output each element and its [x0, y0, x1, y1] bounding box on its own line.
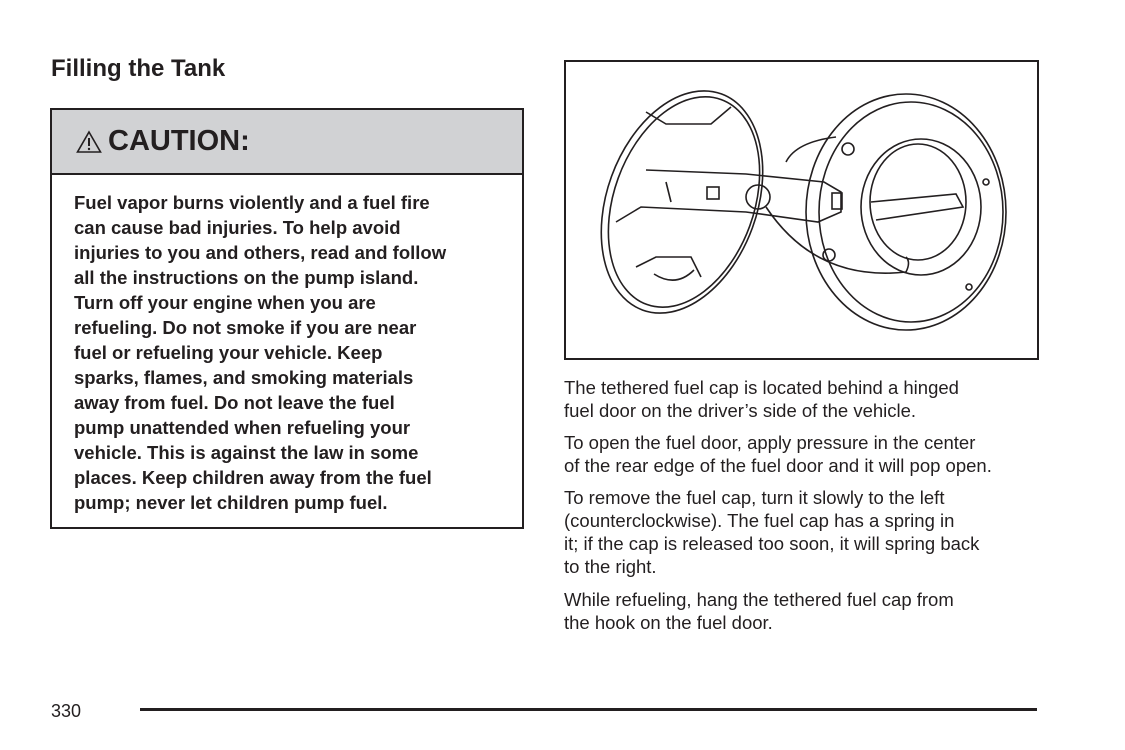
text-line: fuel door on the driver’s side of the vehicle. — [564, 400, 917, 421]
text-line: to the right. — [564, 556, 657, 577]
caution-line: injuries to you and others, read and follow — [74, 242, 447, 263]
paragraph-tethered-cap — [564, 376, 959, 422]
caution-line: vehicle. This is against the law in some — [74, 442, 419, 463]
warning-triangle-icon — [76, 130, 102, 154]
caution-line: fuel or refueling your vehicle. Keep — [74, 342, 383, 363]
caution-line: pump unattended when refueling your — [74, 417, 411, 438]
filler-housing — [806, 94, 1006, 330]
caution-box — [50, 108, 524, 529]
section-title: Filling the Tank — [51, 55, 226, 82]
paragraph-refueling — [564, 588, 954, 634]
fuel-door-illustration — [564, 60, 1039, 360]
caution-header — [52, 110, 522, 175]
paragraph-open-door — [564, 431, 992, 477]
caution-line: places. Keep children away from the fuel — [74, 467, 432, 488]
text-line: To open the fuel door, apply pressure in the center — [564, 432, 976, 453]
paragraph-remove-cap — [564, 486, 979, 578]
caution-heading: CAUTION: — [108, 125, 250, 157]
text-line: While refueling, hang the tethered fuel cap from — [564, 589, 954, 610]
screw-icon — [842, 143, 854, 155]
footer-rule — [140, 708, 1037, 711]
caution-line: sparks, flames, and smoking materials — [74, 367, 414, 388]
caution-line: pump; never let children pump fuel. — [74, 492, 388, 513]
text-line: it; if the cap is released too soon, it will spring back — [564, 533, 980, 554]
text-line: The tethered fuel cap is located behind a hinged — [564, 377, 959, 398]
fuel-door-shape — [572, 68, 792, 335]
caution-line: can cause bad injuries. To help avoid — [74, 217, 401, 238]
caution-line: all the instructions on the pump island. — [74, 267, 419, 288]
caution-line: refueling. Do not smoke if you are near — [74, 317, 417, 338]
fuel-pump-symbol — [707, 187, 719, 199]
text-line: of the rear edge of the fuel door and it will pop open. — [564, 455, 992, 476]
text-line: (counterclockwise). The fuel cap has a spring in — [564, 510, 955, 531]
text-line: To remove the fuel cap, turn it slowly to the left — [564, 487, 945, 508]
text-line: the hook on the fuel door. — [564, 612, 773, 633]
page-number: 330 — [51, 701, 82, 721]
caution-line: Fuel vapor burns violently and a fuel fire — [74, 192, 430, 213]
caution-text — [52, 175, 522, 515]
caution-line: away from fuel. Do not leave the fuel — [74, 392, 395, 413]
caution-line: Turn off your engine when you are — [74, 292, 376, 313]
screw-icon — [823, 249, 835, 261]
